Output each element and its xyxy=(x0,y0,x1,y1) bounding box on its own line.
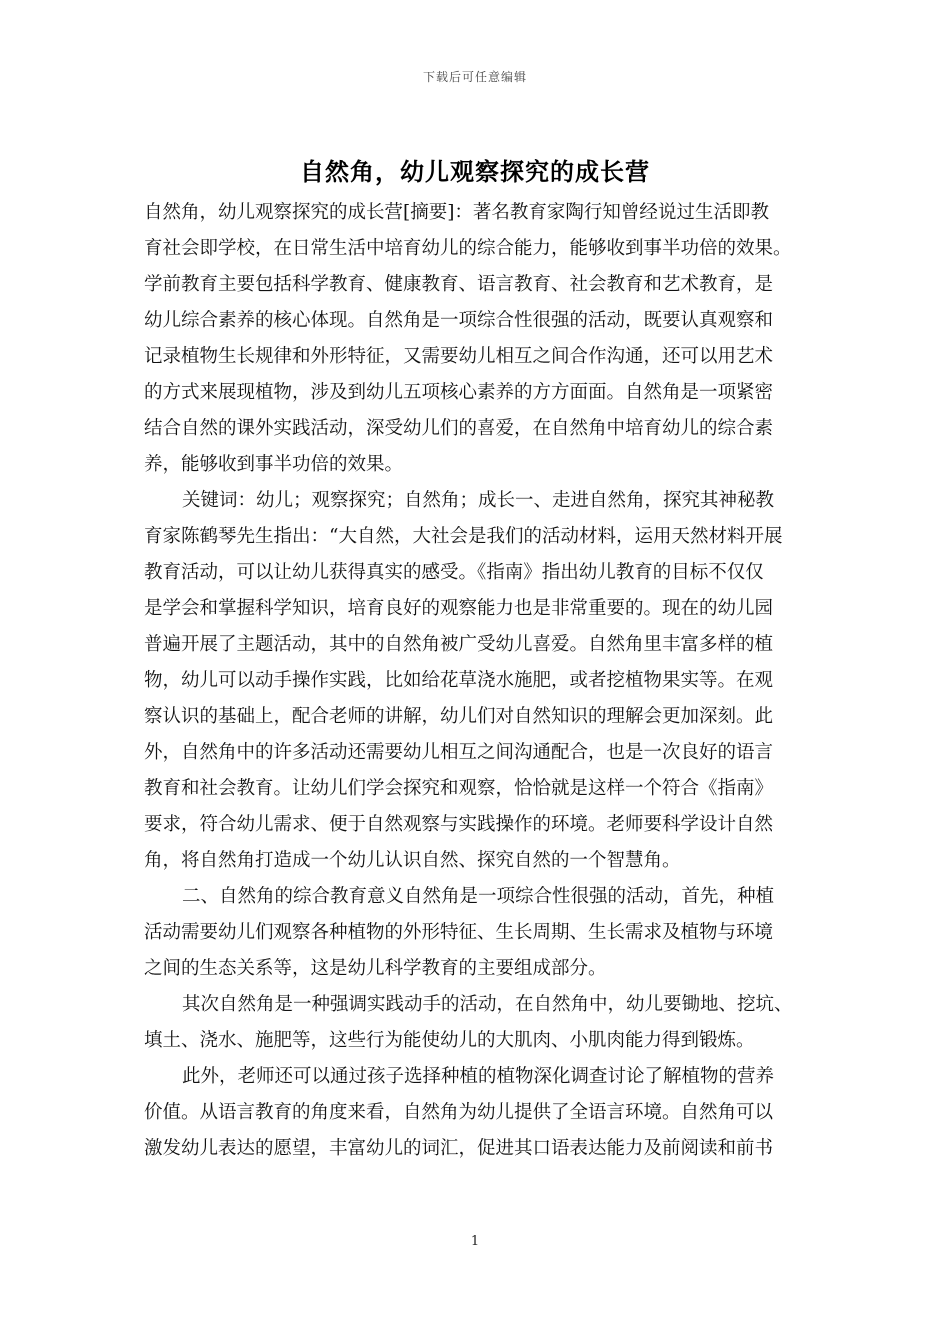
text-line: 要求，符合幼儿需求、便于自然观察与实践操作的环境。老师要科学设计自然 xyxy=(144,814,774,835)
text-line: 关键词：幼儿；观察探究；自然角；成长一、走进自然角，探究其神秘教 xyxy=(182,490,775,511)
text-line: 激发幼儿表达的愿望，丰富幼儿的词汇，促进其口语表达能力及前阅读和前书 xyxy=(144,1138,774,1159)
text-line: 记录植物生长规律和外形特征，又需要幼儿相互之间合作沟通，还可以用艺术 xyxy=(144,346,774,367)
text-line: 教育和社会教育。让幼儿们学会探究和观察，恰恰就是这样一个符合《指南》 xyxy=(144,778,774,799)
download-note: 下载后可任意编辑 xyxy=(422,70,527,84)
text-line: 普遍开展了主题活动，其中的自然角被广受幼儿喜爱。自然角里丰富多样的植 xyxy=(144,634,774,655)
text-line: 物，幼儿可以动手操作实践，比如给花草浇水施肥，或者挖植物果实等。在观 xyxy=(144,670,774,691)
text-line: 育家陈鹤琴先生指出：“大自然，大社会是我们的活动材料，运用天然材料开展 xyxy=(144,526,783,547)
text-line: 养，能够收到事半功倍的效果。 xyxy=(144,454,404,475)
text-line: 之间的生态关系等，这是幼儿科学教育的主要组成部分。 xyxy=(144,958,607,979)
text-line: 角，将自然角打造成一个幼儿认识自然、探究自然的一个智慧角。 xyxy=(144,850,681,871)
text-line: 二、自然角的综合教育意义自然角是一项综合性很强的活动，首先，种植 xyxy=(182,886,775,907)
text-line: 此外，老师还可以通过孩子选择种植的植物深化调查讨论了解植物的营养 xyxy=(182,1066,775,1087)
text-line: 察认识的基础上，配合老师的讲解，幼儿们对自然知识的理解会更加深刻。此 xyxy=(144,706,774,727)
text-line: 是学会和掌握科学知识，培育良好的观察能力也是非常重要的。现在的幼儿园 xyxy=(144,598,774,619)
page-number: 1 xyxy=(470,1234,480,1249)
text-line: 的方式来展现植物，涉及到幼儿五项核心素养的方方面面。自然角是一项紧密 xyxy=(144,382,774,403)
text-line: 结合自然的课外实践活动，深受幼儿们的喜爱，在自然角中培育幼儿的综合素 xyxy=(144,418,774,439)
text-line: 教育活动，可以让幼儿获得真实的感受。《指南》指出幼儿教育的目标不仅仅 xyxy=(144,562,764,583)
document-title: 自然角，幼儿观察探究的成长营 xyxy=(300,157,650,186)
text-line: 自然角，幼儿观察探究的成长营[摘要]：著名教育家陶行知曾经说过生活即教 xyxy=(144,202,769,223)
text-line: 外，自然角中的许多活动还需要幼儿相互之间沟通配合，也是一次良好的语言 xyxy=(144,742,774,763)
text-line: 育社会即学校，在日常生活中培育幼儿的综合能力，能够收到事半功倍的效果。 xyxy=(144,238,792,259)
text-line: 活动需要幼儿们观察各种植物的外形特征、生长周期、生长需求及植物与环境 xyxy=(144,922,774,943)
text-line: 幼儿综合素养的核心体现。自然角是一项综合性很强的活动，既要认真观察和 xyxy=(144,310,774,331)
text-line: 填土、浇水、施肥等，这些行为能使幼儿的大肌肉、小肌肉能力得到锻炼。 xyxy=(144,1030,755,1051)
text-line: 学前教育主要包括科学教育、健康教育、语言教育、社会教育和艺术教育，是 xyxy=(144,274,774,295)
document-body xyxy=(144,195,824,1167)
text-line: 其次自然角是一种强调实践动手的活动，在自然角中，幼儿要锄地、挖坑、 xyxy=(182,994,793,1015)
text-line: 价值。从语言教育的角度来看，自然角为幼儿提供了全语言环境。自然角可以 xyxy=(144,1102,774,1123)
